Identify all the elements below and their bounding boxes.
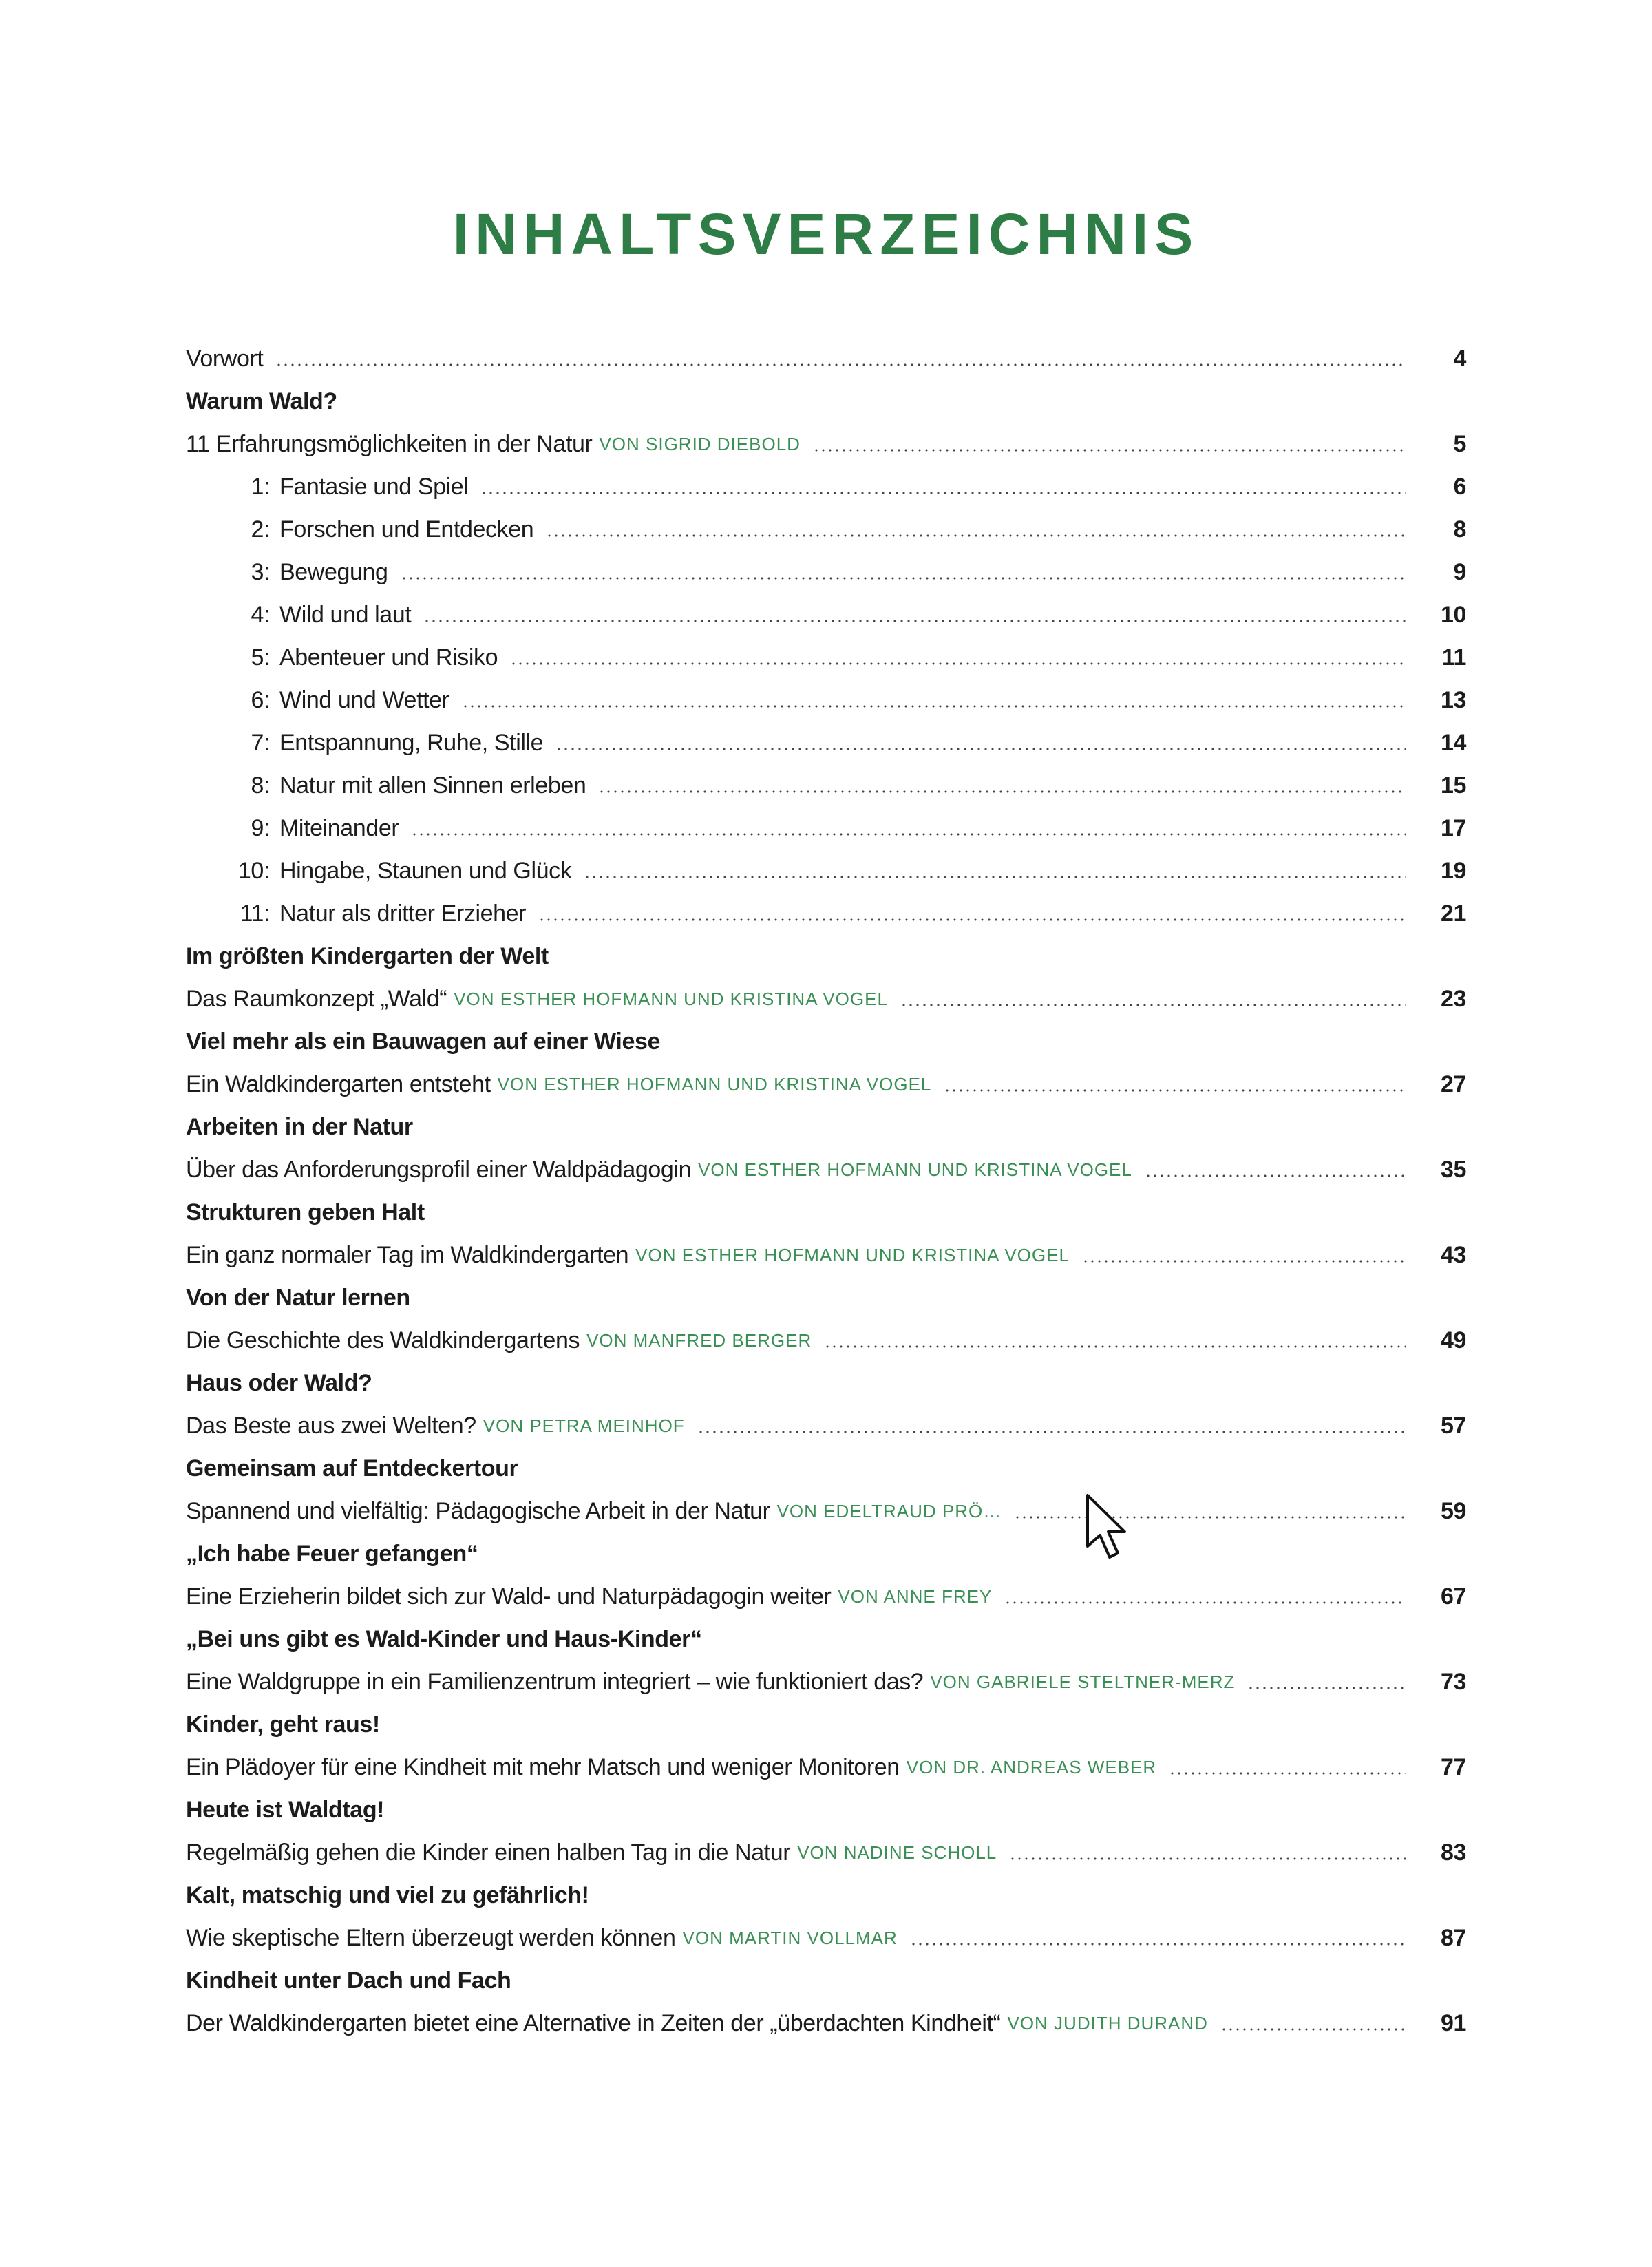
dot-leader: [944, 1089, 1406, 1092]
toc-entry[interactable]: [186, 721, 1466, 764]
mouse-cursor-icon: [1085, 1493, 1133, 1561]
toc-page-number: 11: [1441, 644, 1466, 671]
toc-section-heading: [186, 935, 1466, 978]
toc-entry-title: Forschen und Entdecken: [279, 516, 534, 542]
toc-entry-author: VON MARTIN VOLLMAR: [682, 1927, 898, 1948]
toc-heading-title: Strukturen geben Halt: [186, 1199, 425, 1225]
toc-entry[interactable]: [186, 1575, 1466, 1618]
toc-entry-number: 1:: [251, 473, 270, 500]
toc-entry-title: Hingabe, Staunen und Glück: [279, 857, 572, 884]
toc-entry[interactable]: [186, 423, 1466, 465]
toc-entry[interactable]: [186, 1831, 1466, 1874]
toc-page-number: 8: [1453, 516, 1466, 542]
toc-entry-title: Ein Waldkindergarten entsteht: [186, 1071, 491, 1097]
toc-entry-title: Abenteuer und Risiko: [279, 644, 498, 671]
toc-page-number: 5: [1453, 430, 1466, 457]
dot-leader: [900, 1004, 1406, 1006]
toc-page-number: 91: [1440, 2010, 1466, 2036]
toc-entry-author: VON SIGRID DIEBOLD: [599, 433, 801, 454]
toc-page-number: 17: [1440, 814, 1466, 841]
toc-heading-title: Warum Wald?: [186, 388, 337, 414]
dot-leader: [411, 833, 1406, 836]
toc-entry-author: VON PETRA MEINHOF: [483, 1415, 685, 1436]
dot-leader: [1014, 1516, 1406, 1519]
toc-section-heading: [186, 1106, 1466, 1148]
toc-entry-author: VON ANNE FREY: [838, 1585, 993, 1607]
toc-entry-author: VON EDELTRAUD PRÖ…: [776, 1500, 1002, 1521]
toc-entry[interactable]: [186, 978, 1466, 1020]
toc-section-heading: [186, 1618, 1466, 1660]
toc-entry-number: 9:: [251, 814, 270, 841]
toc-entry[interactable]: [186, 551, 1466, 593]
toc-entry[interactable]: [186, 1746, 1466, 1789]
toc-page-number: 87: [1440, 1924, 1466, 1951]
dot-leader: [910, 1943, 1406, 1946]
toc-page-number: 43: [1440, 1241, 1466, 1268]
toc-page-number: 10: [1440, 601, 1466, 628]
toc-entry[interactable]: [186, 636, 1466, 679]
dot-leader: [824, 1345, 1406, 1348]
toc-entry-author: VON ESTHER HOFMANN UND KRISTINA VOGEL: [454, 988, 888, 1009]
toc-heading-title: Viel mehr als ein Bauwagen auf einer Wiese: [186, 1028, 660, 1055]
dot-leader: [1145, 1174, 1406, 1177]
toc-entry-title: Miteinander: [279, 814, 399, 841]
toc-heading-title: Im größten Kindergarten der Welt: [186, 942, 549, 969]
toc-entry-author: VON ESTHER HOFMANN UND KRISTINA VOGEL: [497, 1073, 932, 1095]
toc-heading-title: Arbeiten in der Natur: [186, 1113, 413, 1140]
toc-entry[interactable]: [186, 1148, 1466, 1191]
toc-entry[interactable]: [186, 465, 1466, 508]
toc-entry-number: 11:: [240, 900, 270, 927]
toc-page-number: 15: [1440, 772, 1466, 799]
toc-page-number: 9: [1453, 558, 1466, 585]
dot-leader: [697, 1431, 1406, 1433]
toc-entry-number: 5:: [251, 644, 270, 671]
toc-entry-title: Regelmäßig gehen die Kinder einen halben Tag in die Natur: [186, 1839, 791, 1866]
toc-page-number: 6: [1453, 473, 1466, 500]
dot-leader: [1009, 1857, 1406, 1860]
toc-entry-title: Die Geschichte des Waldkindergartens: [186, 1327, 580, 1353]
toc-section-heading: [186, 1874, 1466, 1917]
toc-page-number: 27: [1440, 1071, 1466, 1097]
dot-leader: [813, 449, 1406, 452]
toc-heading-title: Gemeinsam auf Entdeckertour: [186, 1455, 518, 1482]
dot-leader: [1082, 1260, 1406, 1263]
toc-section-heading: [186, 1276, 1466, 1319]
toc-heading-title: „Ich habe Feuer gefangen“: [186, 1540, 478, 1567]
toc-entry-number: 6:: [251, 686, 270, 713]
toc-entry[interactable]: [186, 337, 1466, 380]
toc-entry[interactable]: [186, 1404, 1466, 1447]
toc-entry-author: VON GABRIELE STELTNER-MERZ: [930, 1671, 1236, 1692]
page-title: INHALTSVERZEICHNIS: [452, 202, 1200, 266]
toc-section-heading: [186, 1020, 1466, 1063]
toc-entry-title: Wind und Wetter: [279, 686, 449, 713]
toc-entry-title: Ein ganz normaler Tag im Waldkindergarten: [186, 1241, 629, 1268]
toc-entry[interactable]: [186, 1660, 1466, 1703]
toc-entry-title: Das Raumkonzept „Wald“: [186, 985, 447, 1012]
toc-entry[interactable]: [186, 1319, 1466, 1362]
dot-leader: [401, 577, 1406, 580]
toc-entry[interactable]: [186, 892, 1466, 935]
toc-entry[interactable]: [186, 1063, 1466, 1106]
toc-page-number: 59: [1440, 1497, 1466, 1524]
toc-entry-title: Das Beste aus zwei Welten?: [186, 1412, 476, 1439]
toc-entry[interactable]: [186, 679, 1466, 721]
toc-page-number: 73: [1440, 1668, 1466, 1695]
dot-leader: [1247, 1687, 1406, 1689]
toc-entry[interactable]: [186, 1234, 1466, 1276]
toc-entry[interactable]: [186, 508, 1466, 551]
toc-entry-number: 7:: [251, 729, 270, 756]
dot-leader: [555, 748, 1406, 750]
table-of-contents: [186, 337, 1466, 2045]
toc-entry[interactable]: [186, 764, 1466, 807]
toc-heading-title: Von der Natur lernen: [186, 1284, 410, 1311]
dot-leader: [275, 363, 1406, 366]
toc-page-number: 13: [1440, 686, 1466, 713]
toc-entry-title: Ein Plädoyer für eine Kindheit mit mehr Matsch und weniger Monitoren: [186, 1753, 900, 1780]
dot-leader: [1004, 1601, 1406, 1604]
toc-entry-number: 8:: [251, 772, 270, 799]
toc-entry[interactable]: [186, 1490, 1466, 1532]
toc-entry-number: 10:: [237, 857, 270, 884]
toc-section-heading: [186, 1362, 1466, 1404]
toc-heading-title: Haus oder Wald?: [186, 1369, 372, 1396]
dot-leader: [546, 534, 1406, 537]
toc-page-number: 67: [1440, 1583, 1466, 1610]
toc-entry[interactable]: [186, 1917, 1466, 1959]
toc-entry[interactable]: [186, 593, 1466, 636]
toc-entry-title: Wie skeptische Eltern überzeugt werden können: [186, 1924, 676, 1951]
toc-section-heading: [186, 1959, 1466, 2002]
dot-leader: [584, 876, 1406, 878]
toc-entry-title: 11 Erfahrungsmöglichkeiten in der Natur: [186, 430, 593, 457]
toc-entry[interactable]: [186, 807, 1466, 850]
toc-section-heading: [186, 1191, 1466, 1234]
toc-entry[interactable]: [186, 850, 1466, 892]
toc-section-heading: [186, 380, 1466, 423]
toc-page-number: 4: [1453, 345, 1466, 372]
toc-entry-author: VON ESTHER HOFMANN UND KRISTINA VOGEL: [635, 1244, 1070, 1265]
toc-page-number: 57: [1440, 1412, 1466, 1439]
toc-section-heading: [186, 1789, 1466, 1831]
dot-leader: [1169, 1772, 1406, 1775]
toc-entry-title: Bewegung: [279, 558, 388, 585]
toc-page-number: 21: [1440, 900, 1466, 927]
toc-entry[interactable]: [186, 2002, 1466, 2045]
toc-heading-title: Kinder, geht raus!: [186, 1711, 380, 1738]
toc-entry-number: 3:: [251, 558, 270, 585]
toc-section-heading: [186, 1532, 1466, 1575]
toc-section-heading: [186, 1447, 1466, 1490]
toc-heading-title: Kalt, matschig und viel zu gefährlich!: [186, 1881, 589, 1908]
toc-entry-title: Vorwort: [186, 345, 264, 372]
dot-leader: [423, 620, 1406, 622]
toc-entry-title: Wild und laut: [279, 601, 412, 628]
toc-entry-author: VON DR. ANDREAS WEBER: [906, 1756, 1157, 1778]
toc-page-number: 83: [1440, 1839, 1466, 1866]
toc-entry-author: VON JUDITH DURAND: [1007, 2012, 1208, 2034]
toc-entry-title: Spannend und vielfältig: Pädagogische Arbeit in der Natur: [186, 1497, 770, 1524]
toc-heading-title: Kindheit unter Dach und Fach: [186, 1967, 511, 1994]
toc-entry-title: Eine Erzieherin bildet sich zur Wald- und Naturpädagogin weiter: [186, 1583, 832, 1610]
dot-leader: [510, 662, 1406, 665]
toc-page-number: 19: [1440, 857, 1466, 884]
toc-entry-title: Fantasie und Spiel: [279, 473, 469, 500]
toc-page-number: 14: [1440, 729, 1466, 756]
toc-entry-title: Eine Waldgruppe in ein Familienzentrum integriert – wie funktioniert das?: [186, 1668, 924, 1695]
toc-entry-author: VON ESTHER HOFMANN UND KRISTINA VOGEL: [698, 1159, 1132, 1180]
dot-leader: [480, 492, 1406, 494]
toc-entry-number: 4:: [251, 601, 270, 628]
toc-page-number: 77: [1440, 1753, 1466, 1780]
toc-entry-title: Der Waldkindergarten bietet eine Alternative in Zeiten der „überdachten Kindheit“: [186, 2010, 1001, 2036]
toc-entry-author: VON MANFRED BERGER: [586, 1329, 812, 1351]
toc-entry-title: Über das Anforderungsprofil einer Waldpädagogin: [186, 1156, 692, 1183]
toc-entry-author: VON NADINE SCHOLL: [797, 1842, 997, 1863]
toc-page-number: 23: [1440, 985, 1466, 1012]
toc-entry-title: Entspannung, Ruhe, Stille: [279, 729, 544, 756]
toc-section-heading: [186, 1703, 1466, 1746]
toc-entry-title: Natur als dritter Erzieher: [279, 900, 527, 927]
toc-entry-number: 2:: [251, 516, 270, 542]
dot-leader: [462, 705, 1406, 708]
toc-entry-title: Natur mit allen Sinnen erleben: [279, 772, 586, 799]
toc-page-number: 35: [1440, 1156, 1466, 1183]
dot-leader: [598, 790, 1406, 793]
dot-leader: [1220, 2028, 1406, 2031]
toc-heading-title: Heute ist Waldtag!: [186, 1796, 385, 1823]
dot-leader: [538, 918, 1406, 921]
toc-heading-title: „Bei uns gibt es Wald-Kinder und Haus-Kinder“: [186, 1625, 702, 1652]
toc-page-number: 49: [1440, 1327, 1466, 1353]
